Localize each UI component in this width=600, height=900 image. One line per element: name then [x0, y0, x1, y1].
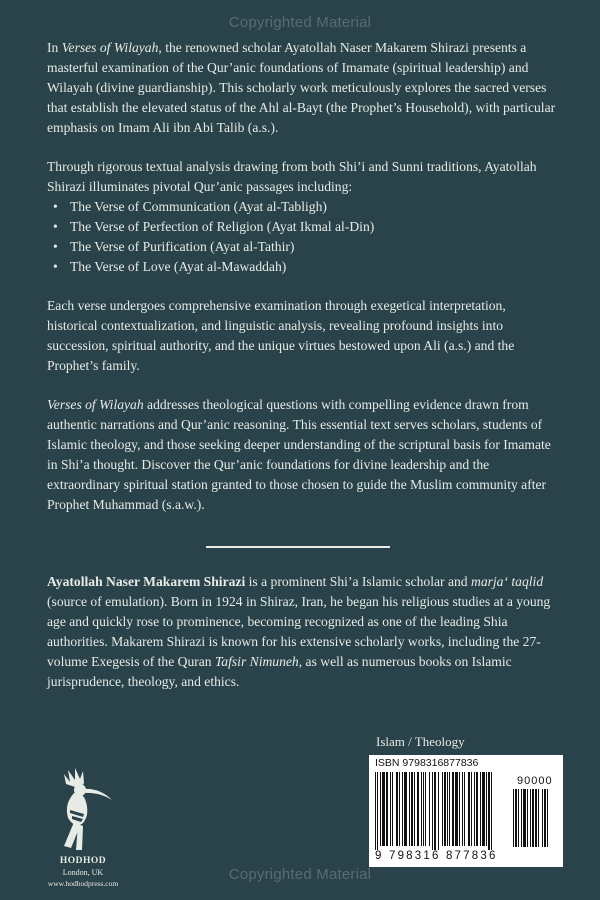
barcode-bar	[476, 772, 478, 846]
list-item: • The Verse of Communication (Ayat al-Tabligh)	[47, 197, 557, 217]
barcode-bar	[455, 772, 458, 846]
barcode-bar	[447, 772, 448, 846]
barcode-bar	[547, 789, 548, 847]
watermark-top: Copyrighted Material	[228, 14, 372, 31]
barcode-bar	[527, 789, 528, 847]
barcode-bar	[432, 772, 433, 850]
barcode-bar	[538, 789, 539, 847]
barcode-bar	[474, 772, 475, 846]
verse-list	[47, 197, 557, 277]
barcode-digits: 9 798316 877836	[375, 850, 498, 862]
hoopoe-bird-icon	[48, 766, 118, 852]
list-item: • The Verse of Purification (Ayat al-Tathir)	[47, 237, 557, 257]
barcode-bar	[462, 772, 463, 846]
barcode-bar	[423, 772, 424, 846]
barcode-bar	[468, 772, 470, 846]
barcode-bar	[409, 772, 410, 846]
barcode-bar	[459, 772, 460, 846]
barcode-bar	[396, 772, 398, 846]
barcode-bar	[486, 772, 487, 846]
barcode-bar	[535, 789, 537, 847]
barcode-bar	[544, 789, 546, 847]
description	[47, 38, 557, 534]
barcode-bar	[390, 772, 391, 846]
examination-paragraph: Each verse undergoes comprehensive examination through exegetical interpretation, historical contextualization, and linguistic analysis, revealing profound insights into succession, spiritual authority, and the unique virtues bestowed upon Ali (a.s.) and the Prophet’s family.	[47, 298, 515, 373]
publisher-city: London, UK	[62, 868, 104, 877]
barcode-bar	[452, 772, 454, 846]
book-title: Verses of Wilayah	[61, 40, 159, 55]
barcode-bar	[380, 772, 381, 846]
closing-paragraph: Verses of Wilayah addresses theological questions with compelling evidence drawn from authentic narrations and Qur’anic reasoning. This essential text serves scholars, students of Islamic theology, and those seeking deeper understanding of the scriptural basis for Imamate in Shi’a thought. Discover the Qur’anic foundations for divine leadership and the extraordinary spiritual station granted to those chosen to guide the Muslim community after Prophet Muhammad (s.a.w.).	[47, 397, 551, 512]
barcode-bar	[471, 772, 472, 846]
addon-number: 90000	[517, 775, 553, 787]
barcode-bar	[377, 772, 378, 850]
barcode-bar	[421, 772, 422, 846]
barcode-bar	[515, 789, 517, 847]
barcode-bar	[464, 772, 465, 846]
list-item: • The Verse of Perfection of Religion (Ayat Ikmal al-Din)	[47, 217, 557, 237]
barcode-bar	[442, 772, 443, 846]
barcode-bar	[449, 772, 450, 846]
section-divider	[206, 546, 390, 548]
barcode-bar	[523, 789, 526, 847]
isbn-label: ISBN 9798316877836	[375, 757, 479, 769]
barcode-bar	[488, 772, 490, 850]
book-title: Verses of Wilayah	[47, 397, 144, 412]
barcode-bar	[414, 772, 415, 846]
barcode-bar	[438, 772, 439, 850]
barcode-bar	[532, 789, 534, 847]
barcode-bar	[444, 772, 446, 846]
barcode-bar	[411, 772, 413, 846]
barcode-bar	[542, 789, 543, 847]
list-item: • The Verse of Love (Ayat al-Mawaddah)	[47, 257, 557, 277]
barcode-bar	[530, 789, 531, 847]
barcode-bars	[375, 772, 507, 852]
barcode-bar	[518, 789, 519, 847]
category-label: Islam / Theology	[376, 734, 465, 749]
barcode-bar	[429, 772, 430, 846]
publisher-url: www.hodhodpress.com	[47, 879, 119, 888]
author-bio: Ayatollah Naser Makarem Shirazi is a prominent Shi’a Islamic scholar and marja‘ taqlid (source of emulation). Born in 1924 in Shiraz, Iran, he began his religious studies at a young age and quickly rose to prominence, becoming recognized as one of the leading Shia authorities. Makarem Shirazi is known for his extensive scholarly works, including the 27-volume Exegesis of the Quran Tafsir Nimuneh, as well as numerous books on Islamic jurisprudence, theology, and ethics.	[47, 574, 551, 689]
barcode-bar	[480, 772, 481, 846]
barcode-bar	[404, 772, 407, 846]
intro-paragraph: In Verses of Wilayah, the renowned scholar Ayatollah Naser Makarem Shirazi presents a masterful examination of the Qur’anic foundations of Imamate (spiritual leadership) and Wilayah (divine guardianship). This scholarly work meticulously explores the sacred verses that establish the elevated status of the Ahl al-Bayt (the Prophet’s Household), with particular emphasis on Imam Ali ibn Abi Talib (a.s.).	[47, 40, 556, 135]
barcode-bar	[386, 772, 388, 846]
barcode-bar	[425, 772, 426, 846]
author-name: Ayatollah Naser Makarem Shirazi	[47, 574, 246, 589]
watermark-bottom: Copyrighted Material	[228, 866, 372, 883]
barcode-bar	[521, 789, 522, 847]
addon-bars	[513, 789, 557, 849]
isbn-barcode	[369, 755, 563, 867]
barcode-bar	[417, 772, 419, 846]
barcode-bar	[491, 772, 492, 850]
barcode-bar	[434, 772, 436, 850]
publisher-name: HODHOD	[59, 856, 107, 866]
barcode-bar	[392, 772, 393, 846]
barcode-bar	[482, 772, 485, 846]
barcode-bar	[513, 789, 514, 847]
barcode-bar	[382, 772, 385, 846]
barcode-bar	[399, 772, 400, 846]
analysis-paragraph: Through rigorous textual analysis drawing from both Shi’i and Sunni traditions, Ayatollah Shirazi illuminates pivotal Qur’anic passages including:	[47, 159, 537, 194]
barcode-bar	[402, 772, 403, 846]
barcode-bar	[375, 772, 376, 850]
